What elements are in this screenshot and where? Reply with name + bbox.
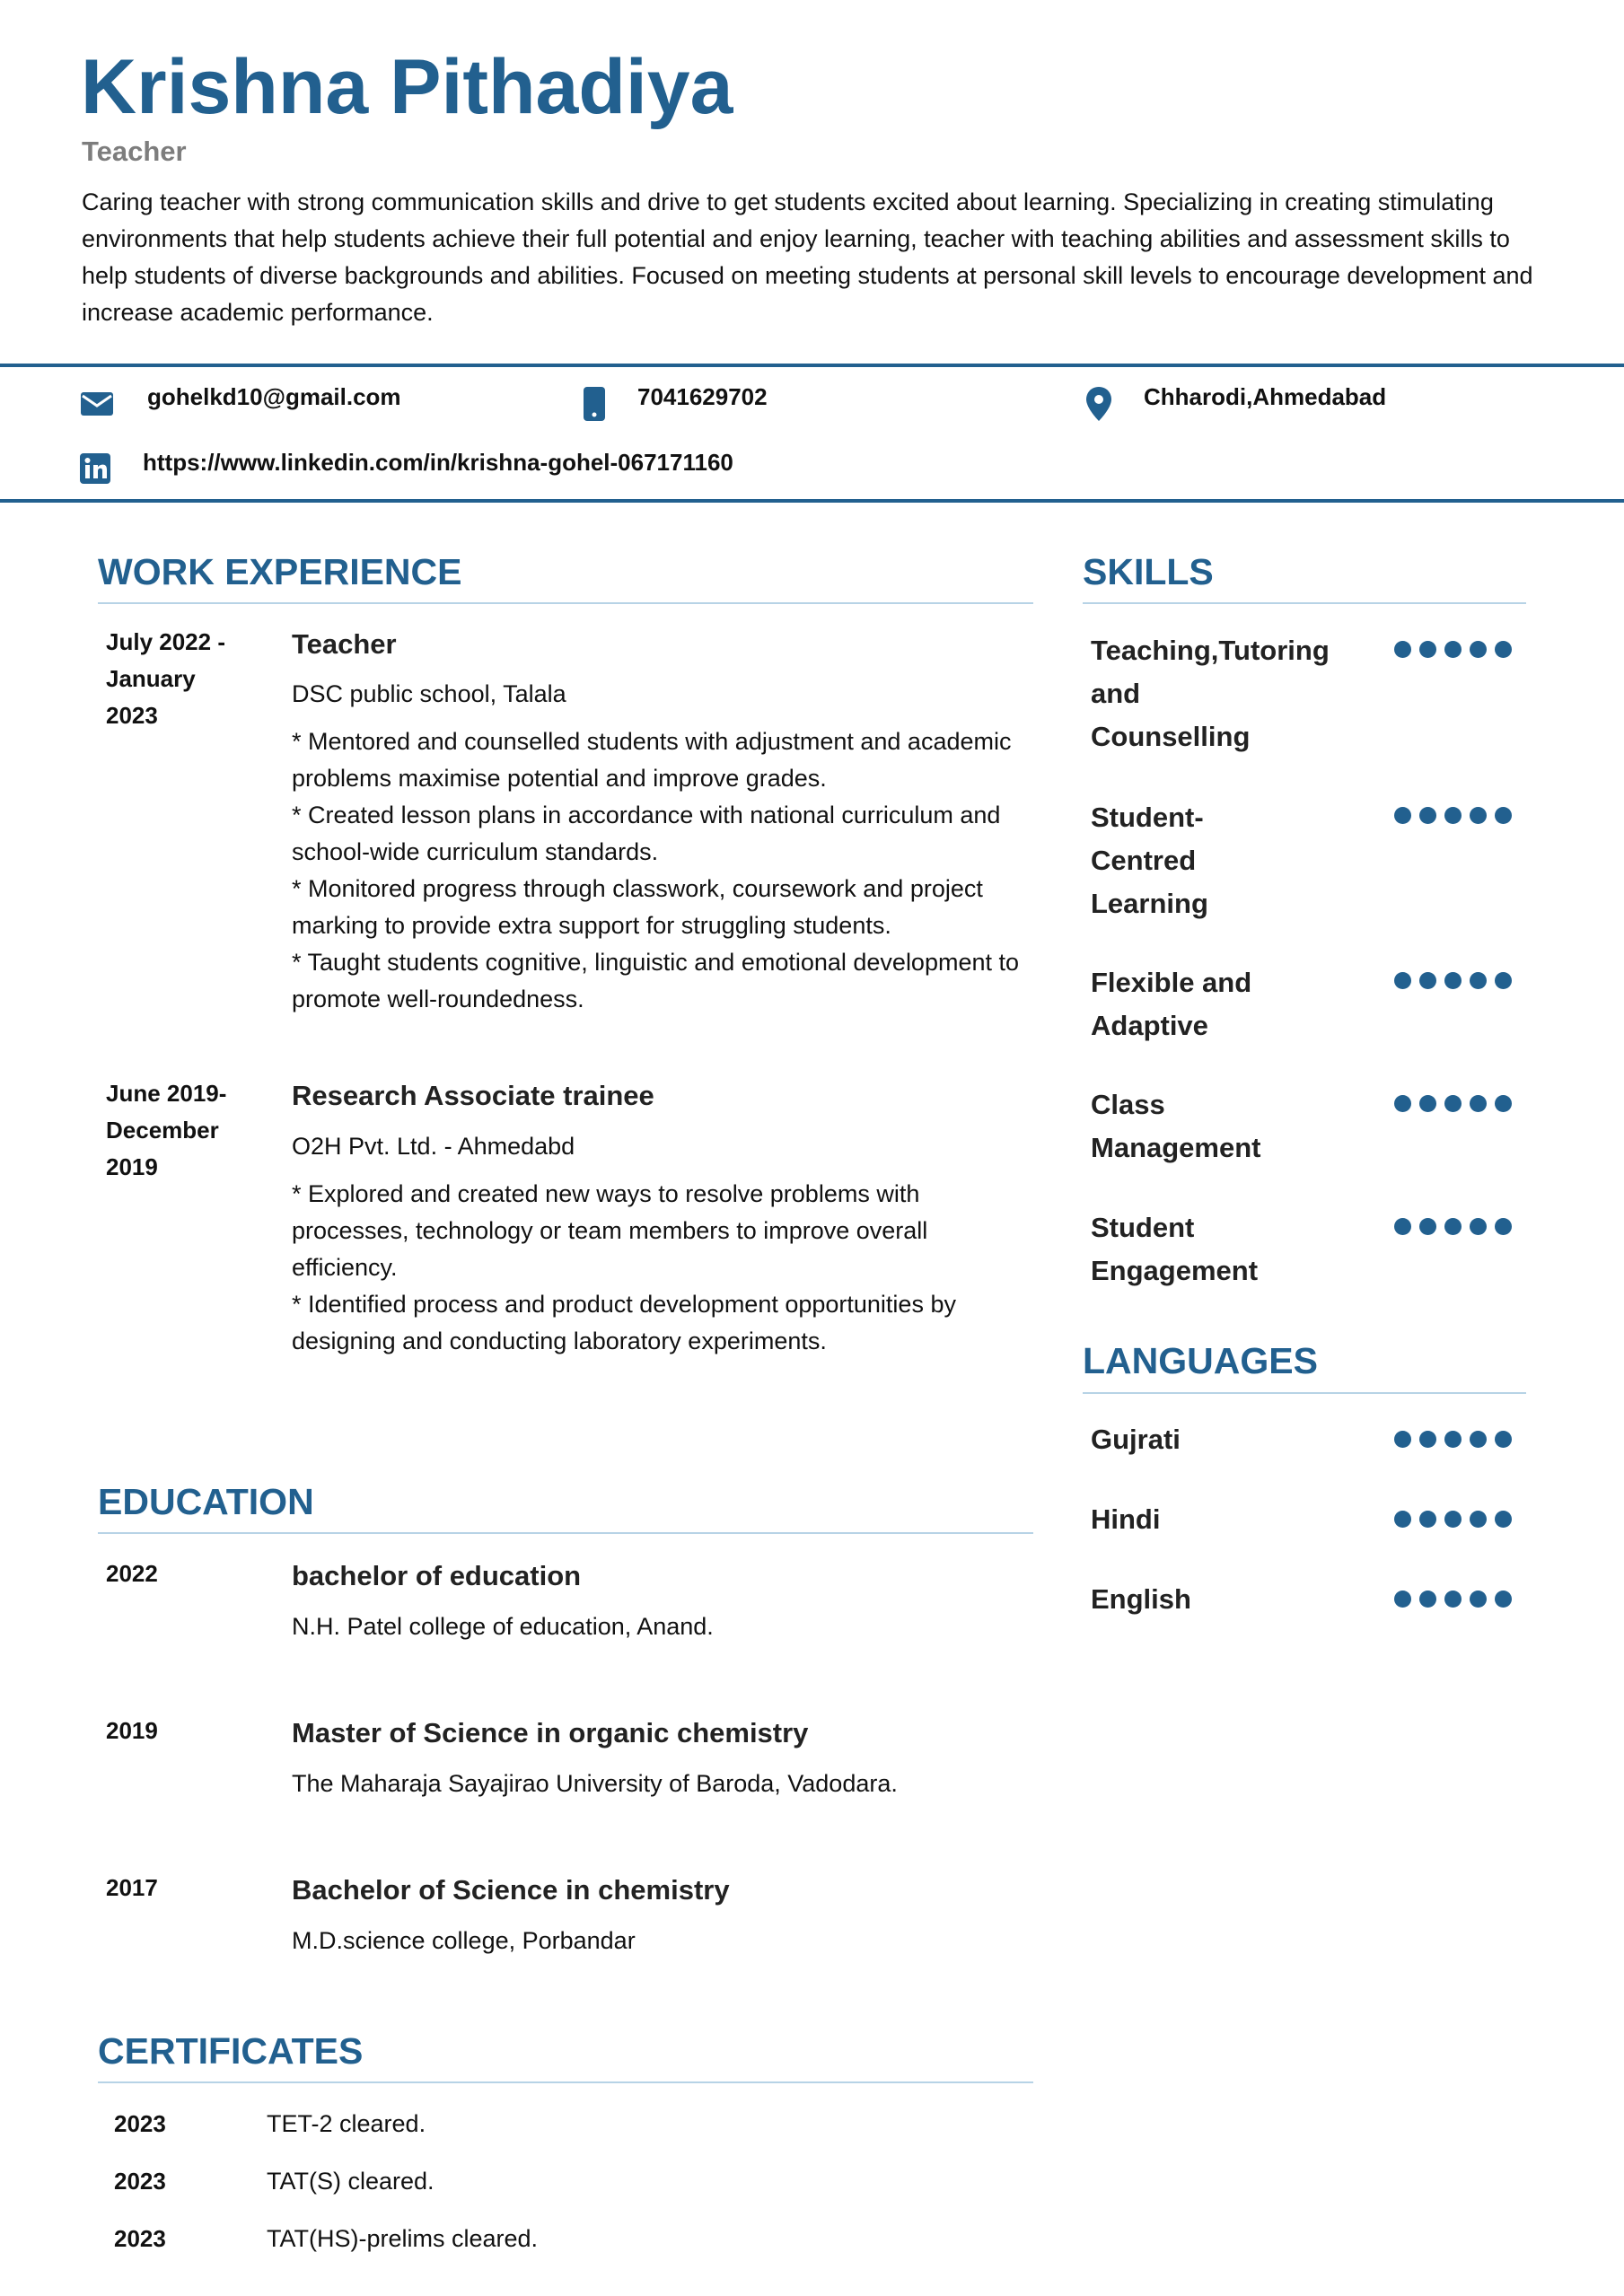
language-rating (1394, 1431, 1512, 1448)
language-name: Gujrati (1091, 1424, 1181, 1455)
language-rating (1394, 1591, 1512, 1608)
rating-dot (1495, 1431, 1512, 1448)
skills-heading: SKILLS (1083, 551, 1214, 592)
education-school: The Maharaja Sayajirao University of Baroda, Vadodara. (292, 1770, 898, 1797)
rating-dot (1495, 641, 1512, 658)
rating-dot (1419, 1511, 1436, 1528)
rating-dot (1394, 641, 1411, 658)
education-degree: Bachelor of Science in chemistry (292, 1874, 730, 1906)
email-icon (79, 386, 115, 422)
rating-dot (1470, 1591, 1487, 1608)
certificate-year: 2023 (114, 2225, 166, 2252)
linkedin-url[interactable]: https://www.linkedin.com/in/krishna-gohel-067171160 (143, 449, 733, 476)
certificate-year: 2023 (114, 2110, 166, 2137)
rating-dot (1444, 972, 1462, 989)
skill-name: Teaching,Tutoring and Counselling (1091, 635, 1330, 752)
rating-dot (1419, 1591, 1436, 1608)
rating-dot (1394, 1431, 1411, 1448)
rating-dot (1470, 1511, 1487, 1528)
skill-rating (1394, 1095, 1512, 1112)
rating-dot (1394, 1218, 1411, 1235)
rating-dot (1444, 1431, 1462, 1448)
work-date: June 2019-December 2019 (106, 1080, 227, 1180)
language-rating (1394, 1511, 1512, 1528)
location-pin-icon (1081, 386, 1117, 422)
certificate-year: 2023 (114, 2168, 166, 2195)
job-responsibilities: * Explored and created new ways to resolve problems with processes, technology or team members to improve overall efficiency. * Identified process and product development opportunities by designing and conducting laboratory experiments. (292, 1180, 956, 1354)
certificate-name: TAT(S) cleared. (267, 2168, 435, 2195)
rating-dot (1394, 1591, 1411, 1608)
skill-rating (1394, 1218, 1512, 1235)
education-degree: Master of Science in organic chemistry (292, 1717, 809, 1748)
rating-dot (1495, 972, 1512, 989)
education-heading: EDUCATION (98, 1481, 314, 1522)
job-responsibilities: * Mentored and counselled students with adjustment and academic problems maximise potential and improve grades. * Created lesson plans in accordance with national curriculum and school-wide curriculum standards. * Monitored progress through classwork, coursework and project marking to provide extra support for struggling students. * Taught students cognitive, linguistic and emotional development to promote well-roundedness. (292, 728, 1020, 1012)
certificate-name: TAT(HS)-prelims cleared. (267, 2225, 539, 2252)
education-school: M.D.science college, Porbandar (292, 1927, 636, 1954)
rating-dot (1394, 972, 1411, 989)
rating-dot (1419, 641, 1436, 658)
rating-dot (1470, 641, 1487, 658)
phone-number[interactable]: 7041629702 (637, 383, 768, 410)
rating-dot (1419, 1095, 1436, 1112)
rating-dot (1470, 972, 1487, 989)
rating-dot (1444, 1095, 1462, 1112)
rating-dot (1495, 1218, 1512, 1235)
education-year: 2022 (106, 1560, 158, 1587)
rating-dot (1394, 807, 1411, 824)
education-section-rule (98, 1532, 1033, 1534)
skill-name: Class Management (1091, 1089, 1261, 1163)
rating-dot (1495, 807, 1512, 824)
skill-name: Student-Centred Learning (1091, 802, 1208, 919)
skill-rating (1394, 972, 1512, 989)
candidate-role: Teacher (82, 136, 187, 167)
rating-dot (1470, 1431, 1487, 1448)
rating-dot (1419, 972, 1436, 989)
rating-dot (1495, 1511, 1512, 1528)
work-date: July 2022 - January 2023 (106, 628, 225, 729)
location-text: Chharodi,Ahmedabad (1144, 383, 1387, 410)
rating-dot (1394, 1511, 1411, 1528)
languages-heading: LANGUAGES (1083, 1340, 1318, 1381)
education-school: N.H. Patel college of education, Anand. (292, 1613, 714, 1640)
language-name: English (1091, 1583, 1191, 1615)
language-name: Hindi (1091, 1503, 1161, 1535)
contact-top-divider (0, 364, 1624, 367)
skill-name: Flexible and Adaptive (1091, 967, 1252, 1041)
rating-dot (1470, 807, 1487, 824)
job-title: Teacher (292, 628, 397, 660)
rating-dot (1419, 807, 1436, 824)
certificates-heading: CERTIFICATES (98, 2030, 364, 2072)
work-experience-heading: WORK EXPERIENCE (98, 551, 462, 592)
skill-rating (1394, 807, 1512, 824)
rating-dot (1444, 1511, 1462, 1528)
rating-dot (1495, 1591, 1512, 1608)
rating-dot (1470, 1218, 1487, 1235)
work-section-rule (98, 602, 1033, 604)
rating-dot (1419, 1431, 1436, 1448)
candidate-name: Krishna Pithadiya (81, 44, 733, 130)
email-address[interactable]: gohelkd10@gmail.com (147, 383, 401, 410)
phone-icon (576, 386, 612, 422)
profile-summary: Caring teacher with strong communication skills and drive to get students excited about learning. Specializing in creating stimulating environments that help students achieve their full potential and enjoy learning, teacher with teaching abilities and assessment skills to help students of diverse backgrounds and abilities. Focused on meeting students at personal skill levels to encourage development and increase academic performance. (82, 188, 1533, 326)
rating-dot (1470, 1095, 1487, 1112)
skills-section-rule (1083, 602, 1526, 604)
rating-dot (1495, 1095, 1512, 1112)
rating-dot (1444, 641, 1462, 658)
contact-bottom-divider (0, 499, 1624, 503)
rating-dot (1444, 1218, 1462, 1235)
languages-section-rule (1083, 1392, 1526, 1394)
linkedin-icon (77, 451, 113, 486)
education-degree: bachelor of education (292, 1560, 582, 1591)
rating-dot (1444, 807, 1462, 824)
education-year: 2019 (106, 1717, 158, 1744)
job-organization: DSC public school, Talala (292, 680, 566, 707)
job-organization: O2H Pvt. Ltd. - Ahmedabd (292, 1133, 575, 1160)
skill-rating (1394, 641, 1512, 658)
education-year: 2017 (106, 1874, 158, 1901)
skill-name: Student Engagement (1091, 1212, 1259, 1286)
rating-dot (1444, 1591, 1462, 1608)
job-title: Research Associate trainee (292, 1080, 654, 1111)
certificates-section-rule (98, 2081, 1033, 2083)
rating-dot (1419, 1218, 1436, 1235)
rating-dot (1394, 1095, 1411, 1112)
certificate-name: TET-2 cleared. (267, 2110, 426, 2137)
